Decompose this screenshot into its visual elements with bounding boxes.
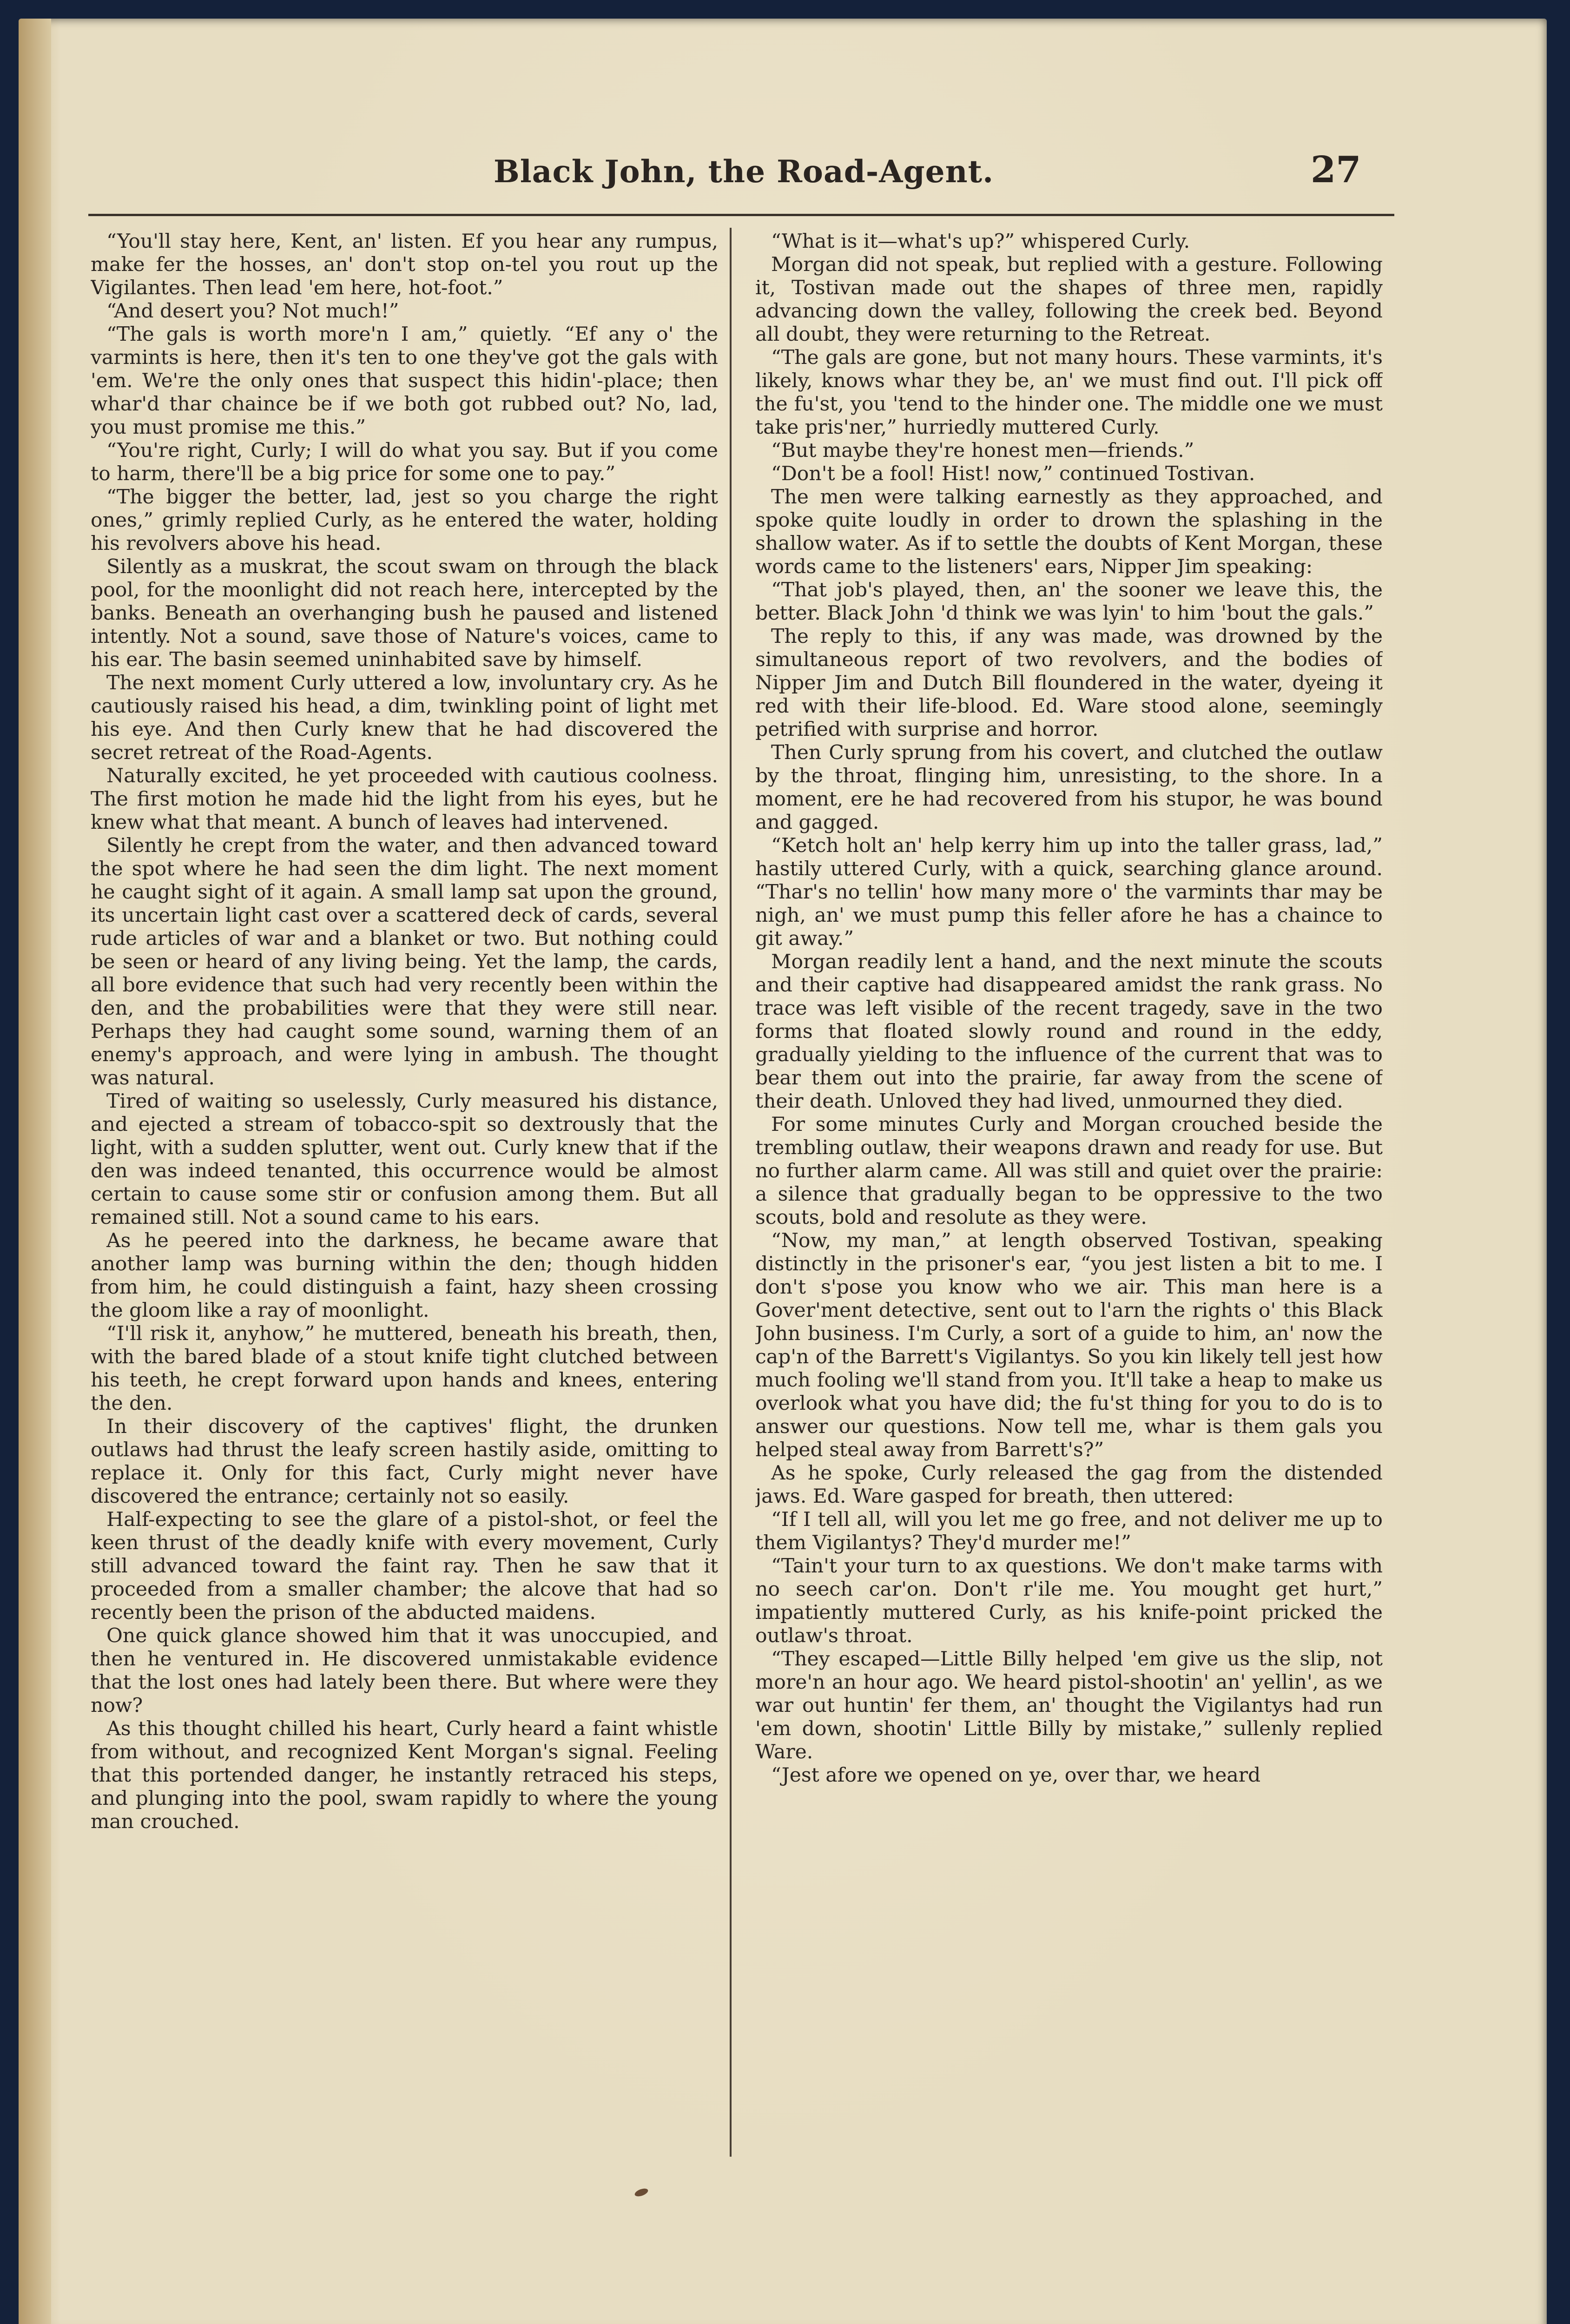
paragraph: Tired of waiting so uselessly, Curly measured his distance, and ejected a stream of tobacco-spit so dextrously that the light, with a sudden splutter, went out. Curly knew that if the den was indeed tenanted, this occurrence would be almost certain to cause some stir or confusion among them. But all remained still. Not a sound came to his ears. — [91, 1090, 718, 1229]
paragraph: “Tain't your turn to ax questions. We don't make tarms with no seech car'on. Don't r'ile me. You mought get hurt,” impatiently muttered Curly, as his knife-point pricked the outlaw's throat. — [755, 1555, 1383, 1647]
paragraph: “The bigger the better, lad, jest so you charge the right ones,” grimly replied Curly, as he entered the water, holding his revolvers above his head. — [91, 486, 718, 555]
paragraph: “Don't be a fool! Hist! now,” continued Tostivan. — [771, 462, 1255, 485]
paragraph: Morgan did not speak, but replied with a gesture. Following it, Tostivan made out the shapes of three men, rapidly advancing down the valley, following the creek bed. Beyond all doubt, they were returning to the Retreat. — [755, 253, 1383, 346]
page-spine-edge — [19, 19, 51, 2324]
paragraph: “Now, my man,” at length observed Tostivan, speaking distinctly in the prisoner's ear, “you jest listen a bit to me. I don't s'pose you know who we air. This man here is a Gover'ment detective, sent out to l'arn the rights o' this Black John business. I'm Curly, a sort of a guide to him, an' now the cap'n of the Barrett's Vigilantys. So you kin likely tell jest how much fooling we'll stand from you. It'll take a heap to make us overlook what you have did; the fu'st thing for you to do is to answer our questions. Now tell me, whar is them gals you helped steal away from Barrett's?” — [755, 1229, 1383, 1461]
paragraph: “If I tell all, will you let me go free, and not deliver me up to them Vigilantys? They'd murder me!” — [755, 1508, 1383, 1554]
paragraph: “You're right, Curly; I will do what you say. But if you come to harm, there'll be a big price for some one to pay.” — [91, 439, 718, 485]
header-rule — [88, 214, 1394, 216]
column-divider — [730, 228, 732, 2157]
paragraph: As this thought chilled his heart, Curly heard a faint whistle from without, and recognized Kent Morgan's signal. Feeling that this portended danger, he instantly retraced his steps, and plunging into the pool, swam rapidly to where the young man crouched. — [91, 1717, 718, 1833]
paragraph: Morgan readily lent a hand, and the next minute the scouts and their captive had disappeared amidst the rank grass. No trace was left visible of the recent tragedy, save in the two forms that floated slowly round and round in the eddy, gradually yielding to the influence of the current that was to bear them out into the prairie, far away from the scene of their death. Unloved they had lived, unmourned they died. — [755, 951, 1383, 1113]
paragraph: “But maybe they're honest men—friends.” — [771, 439, 1194, 462]
paragraph: Naturally excited, he yet proceeded with cautious coolness. The first motion he made hid the light from his eyes, but he knew what that meant. A bunch of leaves had intervened. — [91, 765, 718, 834]
paragraph: The reply to this, if any was made, was drowned by the simultaneous report of two revolvers, and the bodies of Nipper Jim and Dutch Bill floundered in the water, dyeing it red with their life-blood. Ed. Ware stood alone, seemingly petrified with surprise and horror. — [755, 625, 1383, 741]
right-text-column — [755, 230, 1383, 2182]
page-number: 27 — [1311, 149, 1361, 191]
left-text-column — [91, 230, 718, 2182]
paragraph: As he peered into the darkness, he became aware that another lamp was burning within the den; though hidden from him, he could distinguish a faint, hazy sheen crossing the gloom like a ray of moonlight. — [91, 1229, 718, 1322]
paragraph: Silently he crept from the water, and then advanced toward the spot where he had seen the dim light. The next moment he caught sight of it again. A small lamp sat upon the ground, its uncertain light cast over a scattered deck of cards, several rude articles of war and a blanket or two. But nothing could be seen or heard of any living being. Yet the lamp, the cards, all bore evidence that such had very recently been within the den, and the probabilities were that they were still near. Perhaps they had caught some sound, warning them of an enemy's approach, and were lying in ambush. The thought was natural. — [91, 834, 718, 1089]
paragraph: Half-expecting to see the glare of a pistol-shot, or feel the keen thrust of the deadly knife with every movement, Curly still advanced toward the faint ray. Then he saw that it proceeded from a smaller chamber; the alcove that had so recently been the prison of the abducted maidens. — [91, 1508, 718, 1624]
paragraph: “Jest afore we opened on ye, over thar, we heard — [771, 1764, 1261, 1787]
paragraph: Then Curly sprung from his covert, and clutched the outlaw by the throat, flinging him, unresisting, to the shore. In a moment, ere he had recovered from his stupor, he was bound and gagged. — [755, 741, 1383, 834]
paragraph: “What is it—what's up?” whispered Curly. — [771, 230, 1190, 253]
paragraph: “And desert you? Not much!” — [106, 300, 399, 323]
paragraph: For some minutes Curly and Morgan crouched beside the trembling outlaw, their weapons drawn and ready for use. But no further alarm came. All was still and quiet over the prairie: a silence that gradually began to be oppressive to the two scouts, bold and resolute as they were. — [755, 1113, 1383, 1229]
paragraph: “Ketch holt an' help kerry him up into the taller grass, lad,” hastily uttered Curly, with a quick, searching glance around. “Thar's no tellin' how many more o' the varmints thar may be nigh, an' we must pump this feller afore he has a chaince to git away.” — [755, 834, 1383, 950]
paragraph: One quick glance showed him that it was unoccupied, and then he ventured in. He discovered unmistakable evidence that the lost ones had lately been there. But where were they now? — [91, 1624, 718, 1717]
paragraph: “They escaped—Little Billy helped 'em give us the slip, not more'n an hour ago. We heard pistol-shootin' an' yellin', as we war out huntin' fer them, an' thought the Vigilantys had run 'em down, shootin' Little Billy by mistake,” sullenly replied Ware. — [755, 1648, 1383, 1763]
paragraph: In their discovery of the captives' flight, the drunken outlaws had thrust the leafy screen hastily aside, omitting to replace it. Only for this fact, Curly might never have discovered the entrance; certainly not so easily. — [91, 1415, 718, 1508]
paragraph: The next moment Curly uttered a low, involuntary cry. As he cautiously raised his head, a dim, twinkling point of light met his eye. And then Curly knew that he had discovered the secret retreat of the Road-Agents. — [91, 672, 718, 764]
paragraph: As he spoke, Curly released the gag from the distended jaws. Ed. Ware gasped for breath, then uttered: — [755, 1462, 1383, 1508]
running-head — [0, 139, 1570, 195]
paragraph: “That job's played, then, an' the sooner we leave this, the better. Black John 'd think we was lyin' to him 'bout the gals.” — [755, 579, 1383, 625]
paragraph: “The gals are gone, but not many hours. These varmints, it's likely, knows whar they be, an' we must find out. I'll pick off the fu'st, you 'tend to the hinder one. The middle one we must take pris'ner,” hurriedly muttered Curly. — [755, 346, 1383, 439]
paragraph: Silently as a muskrat, the scout swam on through the black pool, for the moonlight did not reach here, intercepted by the banks. Beneath an overhanging bush he paused and listened intently. Not a sound, save those of Nature's voices, came to his ear. The basin seemed uninhabited save by himself. — [91, 555, 718, 671]
paragraph: “The gals is worth more'n I am,” quietly. “Ef any o' the varmints is here, then it's ten to one they've got the gals with 'em. We're the only ones that suspect this hidin'-place; then whar'd thar chaince be if we both got rubbed out? No, lad, you must promise me this.” — [91, 323, 718, 439]
page-title: Black John, the Road-Agent. — [493, 153, 994, 190]
paragraph: “You'll stay here, Kent, an' listen. Ef you hear any rumpus, make fer the hosses, an' don't stop on-tel you rout up the Vigilantes. Then lead 'em here, hot-foot.” — [91, 230, 718, 299]
paragraph: “I'll risk it, anyhow,” he muttered, beneath his breath, then, with the bared blade of a stout knife tight clutched between his teeth, he crept forward upon hands and knees, entering the den. — [91, 1322, 718, 1415]
paragraph: The men were talking earnestly as they approached, and spoke quite loudly in order to drown the splashing in the shallow water. As if to settle the doubts of Kent Morgan, these words came to the listeners' ears, Nipper Jim speaking: — [755, 486, 1383, 578]
